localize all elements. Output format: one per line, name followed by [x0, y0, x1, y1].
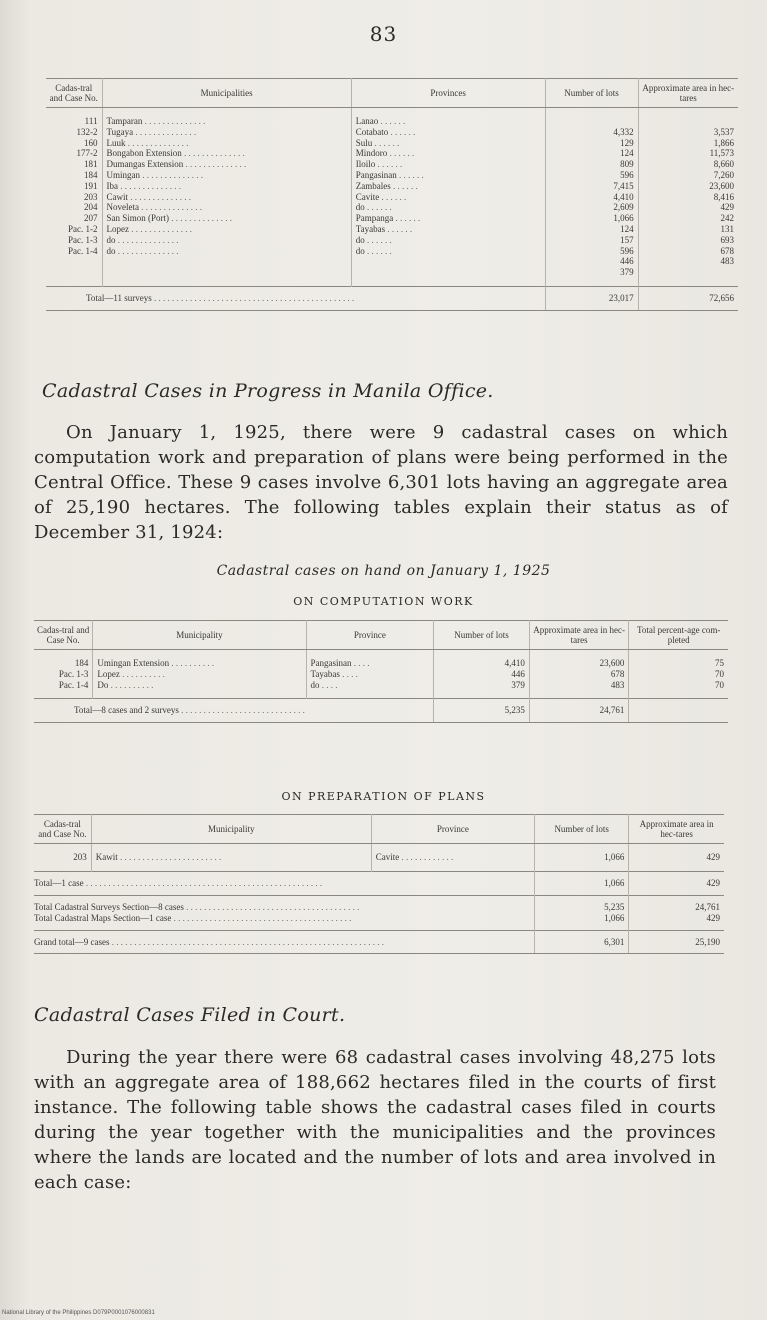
cell-case: Pac. 1-3: [34, 669, 93, 680]
total-lots: 23,017: [545, 286, 638, 310]
cell-lots: 1,066: [545, 213, 638, 224]
cell-province: Tayabas . . . . . .: [351, 224, 545, 235]
cell-municipality: Bongabon Extension . . . . . . . . . . . . . .: [102, 148, 351, 159]
grand-total-area: 25,190: [629, 930, 724, 954]
table-row: [46, 256, 738, 267]
cell-lots: [545, 116, 638, 127]
cell-province: Zambales . . . . . .: [351, 181, 545, 192]
col-header-case: Cadas-tral and Case No.: [34, 621, 93, 650]
col-header-percentage: Total percent-age com-pleted: [629, 621, 728, 650]
cell-lots: 2,609: [545, 202, 638, 213]
cell-area: 1,866: [713, 137, 734, 148]
cell-case: 207: [46, 213, 102, 224]
cell-province: do . . . .: [306, 680, 434, 691]
cell-case: 204: [46, 202, 102, 213]
col-header-province: Province: [371, 815, 534, 844]
table-row: [46, 267, 738, 278]
cell-area: 693: [720, 234, 734, 245]
cell-municipality: Lopez . . . . . . . . . . . . . .: [102, 224, 351, 235]
col-header-case: Cadas-tral and Case No.: [34, 815, 91, 844]
total-label: Total—1 case . . . . . . . . . . . . . . . . . . . . . . . . . . . . . . . . . . . . . . . . . . . . . . . . . . . . .: [34, 871, 535, 895]
cell-area: 3,537: [713, 126, 734, 137]
total-lots: 1,066: [535, 871, 629, 895]
table-row: [46, 246, 738, 257]
cell-case: 184: [34, 658, 93, 669]
cell-percentage: 75: [715, 658, 724, 668]
cell-area: 242: [720, 213, 734, 224]
cell-case: 132-2: [46, 127, 102, 138]
col-header-lots: Number of lots: [545, 79, 638, 108]
cell-municipality: Luuk . . . . . . . . . . . . . .: [102, 138, 351, 149]
cell-municipality: Iba . . . . . . . . . . . . . .: [102, 181, 351, 192]
cell-area: 8,660: [713, 159, 734, 170]
total-row: [46, 286, 738, 310]
section-heading-filed-in-court: Cadastral Cases Filed in Court.: [34, 1004, 346, 1026]
total-lots: 5,235: [434, 699, 530, 723]
table-row: [34, 852, 724, 863]
cell-municipality: San Simon (Port) . . . . . . . . . . . . . .: [102, 213, 351, 224]
cell-area: 429: [706, 852, 720, 862]
cell-area: 678: [720, 245, 734, 256]
table-row: [46, 127, 738, 138]
cell-area: 23,600: [709, 180, 734, 191]
col-header-lots: Number of lots: [535, 815, 629, 844]
section-heading-in-progress: Cadastral Cases in Progress in Manila Office.: [42, 380, 494, 402]
library-footer: National Library of the Philippines D079P0001076000831: [2, 1310, 155, 1316]
total-area: 72,656: [638, 286, 738, 310]
table-header-row: [34, 621, 728, 650]
cell-lots: 7,415: [545, 181, 638, 192]
section-totals-lots: 5,235 1,066: [535, 895, 629, 930]
cell-percentage: 70: [715, 668, 724, 679]
cell-province: [351, 267, 545, 278]
cell-case: Pac. 1-3: [46, 235, 102, 246]
table-row: [46, 181, 738, 192]
cell-municipality: Tamparan . . . . . . . . . . . . . .: [102, 116, 351, 127]
cell-province: do . . . . . .: [351, 202, 545, 213]
cell-case: 111: [46, 116, 102, 127]
cell-case: 203: [46, 192, 102, 203]
table-row: [46, 192, 738, 203]
cell-percentage: 70: [715, 679, 724, 690]
table-row: [46, 224, 738, 235]
cell-province: do . . . . . .: [351, 235, 545, 246]
cell-province: Cotabato . . . . . .: [351, 127, 545, 138]
total-label: Total—11 surveys . . . . . . . . . . . . . . . . . . . . . . . . . . . . . . . . . . . . . . . . . . . . .: [46, 286, 545, 310]
cell-province: Cavite . . . . . .: [351, 192, 545, 203]
table-row: [34, 658, 728, 669]
cell-lots: 124: [545, 224, 638, 235]
total-row: [34, 699, 728, 723]
computation-table: [34, 620, 728, 723]
cell-case: 160: [46, 138, 102, 149]
cell-province: Pangasinan . . . . . .: [351, 170, 545, 181]
cell-case: 203: [34, 852, 91, 863]
cell-municipality: Dumangas Extension . . . . . . . . . . . . . .: [102, 159, 351, 170]
total-area: 429: [629, 871, 724, 895]
cell-province: do . . . . . .: [351, 246, 545, 257]
cell-lots: 446: [545, 256, 638, 267]
grand-total-row: [34, 930, 724, 954]
cell-municipality: do . . . . . . . . . . . . . .: [102, 235, 351, 246]
table-header-row: [46, 79, 738, 108]
table-row: [46, 148, 738, 159]
cell-case: 181: [46, 159, 102, 170]
col-header-area: Approximate area in hec-tares: [629, 815, 724, 844]
cell-municipality: Do . . . . . . . . . .: [93, 680, 306, 691]
cell-case: Pac. 1-4: [46, 246, 102, 257]
cell-case: 191: [46, 181, 102, 192]
cell-municipality: Umingan . . . . . . . . . . . . . .: [102, 170, 351, 181]
cell-province: Mindoro . . . . . .: [351, 148, 545, 159]
col-header-lots: Number of lots: [434, 621, 530, 650]
cell-case: Pac. 1-2: [46, 224, 102, 235]
col-header-municipality: Municipalities: [102, 79, 351, 108]
table-row: [46, 116, 738, 127]
col-header-case: Cadas-tral and Case No.: [46, 79, 102, 108]
cell-province: Cavite . . . . . . . . . . . .: [371, 852, 534, 863]
cell-lots: 596: [545, 170, 638, 181]
total-label: Total—8 cases and 2 surveys . . . . . . . . . . . . . . . . . . . . . . . . . . . .: [34, 699, 434, 723]
col-header-province: Province: [306, 621, 434, 650]
cell-area: 429: [720, 202, 734, 213]
section-totals-row: [34, 895, 724, 930]
grand-total-label: Grand total—9 cases . . . . . . . . . . . . . . . . . . . . . . . . . . . . . . . . . . . . . . . . . . . . . . . . . . . . . . . . . . . . .: [34, 930, 535, 954]
col-header-area: Approximate area in hec-tares: [638, 79, 738, 108]
cell-case: Pac. 1-4: [34, 680, 93, 691]
cell-municipality: [102, 256, 351, 267]
cell-province: Iloilo . . . . . .: [351, 159, 545, 170]
col-header-municipality: Municipality: [91, 815, 371, 844]
cell-lots: 129: [545, 138, 638, 149]
cell-province: Pampanga . . . . . .: [351, 213, 545, 224]
cell-lots: 4,410: [545, 192, 638, 203]
cell-area: 7,260: [713, 169, 734, 180]
cell-municipality: Umingan Extension . . . . . . . . . .: [93, 658, 306, 669]
cell-municipality: [102, 267, 351, 278]
cell-lots: 379: [434, 680, 530, 691]
cell-province: [351, 256, 545, 267]
subcaption-computation: ON COMPUTATION WORK: [293, 595, 474, 608]
col-header-province: Provinces: [351, 79, 545, 108]
cell-lots: 379: [545, 267, 638, 278]
section-totals-area: 24,761 429: [629, 895, 724, 930]
paragraph-filed-in-court: During the year there were 68 cadastral cases involving 48,275 lots with an aggregate area of 188,662 hectares filed in the courts of first instance. The following table shows the cadastral cases filed in courts during the year together with the municipalities and the provinces where the lands are located and the number of lots and area involved in each case:: [34, 1047, 716, 1193]
table-header-row: [34, 815, 724, 844]
cell-municipality: do . . . . . . . . . . . . . .: [102, 246, 351, 257]
cell-area: 483: [720, 256, 734, 267]
table-caption-on-hand: Cadastral cases on hand on January 1, 1925: [216, 563, 551, 579]
table-row: [46, 202, 738, 213]
cell-municipality: Tugaya . . . . . . . . . . . . . .: [102, 127, 351, 138]
subcaption-preparation: ON PREPARATION OF PLANS: [281, 790, 486, 803]
grand-total-lots: 6,301: [535, 930, 629, 954]
table-row: [46, 235, 738, 246]
cell-case: [46, 267, 102, 278]
cell-municipality: Cawit . . . . . . . . . . . . . .: [102, 192, 351, 203]
cell-area: 131: [720, 223, 734, 234]
cell-case: 177-2: [46, 148, 102, 159]
total-percentage: [629, 699, 728, 723]
cell-province: Pangasinan . . . .: [306, 658, 434, 669]
cell-municipality: Kawit . . . . . . . . . . . . . . . . . . . . . . .: [91, 852, 371, 863]
col-header-area: Approximate area in hec-tares: [529, 621, 629, 650]
cell-lots: 446: [434, 669, 530, 680]
total-row: [34, 871, 724, 895]
cell-area: 11,573: [709, 148, 734, 159]
cell-lots: 157: [545, 235, 638, 246]
cell-area: 23,600: [529, 658, 629, 669]
cell-area: 8,416: [713, 191, 734, 202]
cell-area: [638, 267, 738, 278]
col-header-municipality: Municipality: [93, 621, 306, 650]
cell-lots: 596: [545, 246, 638, 257]
table-row: [46, 170, 738, 181]
cell-area: 678: [529, 669, 629, 680]
cell-province: Lanao . . . . . .: [351, 116, 545, 127]
cell-province: Sulu . . . . . .: [351, 138, 545, 149]
cell-municipality: Lopez . . . . . . . . . .: [93, 669, 306, 680]
cell-case: [46, 256, 102, 267]
total-area: 24,761: [529, 699, 629, 723]
cell-lots: 1,066: [535, 852, 629, 863]
cell-lots: 809: [545, 159, 638, 170]
table-row: [46, 213, 738, 224]
cell-province: Tayabas . . . .: [306, 669, 434, 680]
paragraph-in-progress: On January 1, 1925, there were 9 cadastral cases on which computation work and preparation of plans were being performed in the Central Office. These 9 cases involve 6,301 lots having an aggregate area of 25,190 hectares. The following tables explain their status as of December 31, 1924:: [34, 422, 728, 543]
cell-lots: 124: [545, 148, 638, 159]
cell-area: [638, 116, 738, 127]
cell-municipality: Noveleta . . . . . . . . . . . . . .: [102, 202, 351, 213]
page-number: 83: [369, 22, 398, 46]
cell-lots: 4,332: [545, 127, 638, 138]
cell-area: 483: [529, 680, 629, 691]
table-row: [34, 669, 728, 680]
section-totals-label: Total Cadastral Surveys Section—8 cases . . . . . . . . . . . . . . . . . . . . . . . . . . . . . . . . . . . . . . . Total Cadastral Maps Section—1 case . . . . . . . . . . . . . . . . . . . . . . . . . . . . . . . . . . . . . . . .: [34, 895, 535, 930]
surveys-table: [46, 78, 738, 311]
preparation-table: [34, 814, 724, 954]
table-row: [46, 159, 738, 170]
cell-case: 184: [46, 170, 102, 181]
table-row: [34, 680, 728, 691]
cell-lots: 4,410: [434, 658, 530, 669]
table-row: [46, 138, 738, 149]
